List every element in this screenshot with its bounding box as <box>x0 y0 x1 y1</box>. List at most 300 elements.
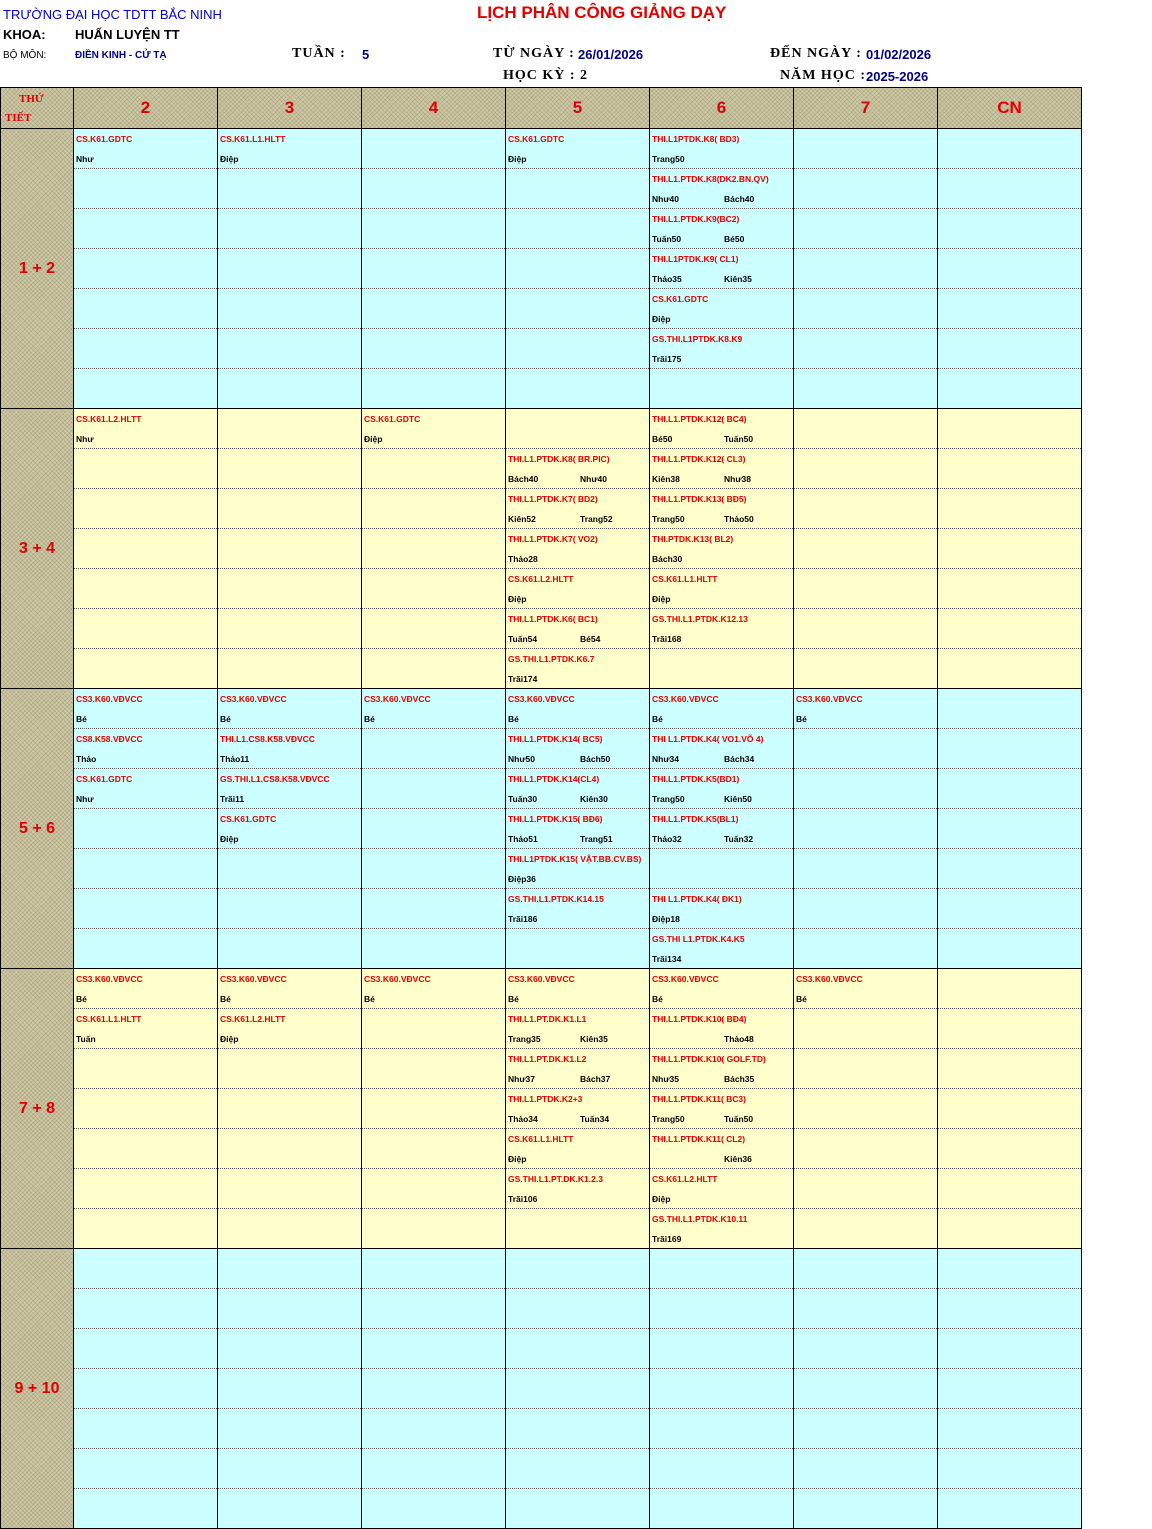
schedule-cell[interactable] <box>650 169 794 209</box>
schedule-cell[interactable] <box>74 729 218 769</box>
schedule-cell[interactable] <box>506 1049 650 1089</box>
schedule-cell[interactable] <box>650 569 794 609</box>
schedule-cell[interactable] <box>794 289 938 329</box>
schedule-cell[interactable] <box>794 1449 938 1489</box>
class-code: CS.K61.L2.HLTT <box>508 574 574 584</box>
schedule-cell[interactable] <box>506 289 650 329</box>
schedule-cell[interactable] <box>650 329 794 369</box>
schedule-cell[interactable] <box>794 609 938 649</box>
day-header-2: 2 <box>74 88 218 129</box>
schedule-cell[interactable] <box>794 489 938 529</box>
schedule-cell[interactable] <box>362 409 506 449</box>
schedule-cell[interactable] <box>362 1409 506 1449</box>
schedule-cell[interactable] <box>650 1089 794 1129</box>
schedule-cell[interactable] <box>506 329 650 369</box>
schedule-cell[interactable] <box>650 969 794 1009</box>
schedule-cell[interactable] <box>74 369 218 409</box>
schedule-cell[interactable] <box>938 1289 1082 1329</box>
schedule-cell[interactable] <box>794 529 938 569</box>
schedule-cell[interactable] <box>74 1289 218 1329</box>
schedule-cell[interactable] <box>938 969 1082 1009</box>
schedule-cell[interactable] <box>362 489 506 529</box>
schedule-cell[interactable] <box>650 1369 794 1409</box>
schedule-cell[interactable] <box>74 1049 218 1089</box>
schedule-cell[interactable] <box>938 289 1082 329</box>
schedule-cell[interactable] <box>362 729 506 769</box>
schedule-cell[interactable] <box>506 1009 650 1049</box>
schedule-cell[interactable] <box>650 769 794 809</box>
class-code: THI.L1.PTDK.K10( GOLF.TD) <box>652 1054 766 1064</box>
schedule-cell[interactable] <box>506 569 650 609</box>
schedule-cell[interactable] <box>218 1009 362 1049</box>
teacher-name: Thảo32 <box>652 834 682 844</box>
schedule-cell[interactable] <box>362 449 506 489</box>
teacher-name: Trang50 <box>652 154 685 164</box>
schedule-cell[interactable] <box>938 169 1082 209</box>
schedule-cell[interactable] <box>650 1289 794 1329</box>
schedule-cell[interactable] <box>74 449 218 489</box>
schedule-cell[interactable] <box>794 1289 938 1329</box>
schedule-cell[interactable] <box>74 249 218 289</box>
schedule-cell[interactable] <box>506 1449 650 1489</box>
schedule-cell[interactable] <box>938 1489 1082 1529</box>
semester-label: HỌC KỲ : <box>503 68 576 83</box>
schedule-cell[interactable] <box>74 409 218 449</box>
teacher-name: Thảo35 <box>652 274 682 284</box>
schedule-cell[interactable] <box>794 329 938 369</box>
teacher-name: Trãi186 <box>508 914 538 924</box>
schedule-cell[interactable] <box>218 1209 362 1249</box>
schedule-cell[interactable] <box>938 529 1082 569</box>
schedule-cell[interactable] <box>218 649 362 689</box>
schedule-cell[interactable] <box>650 249 794 289</box>
teacher-name: Như35 <box>652 1074 679 1084</box>
schedule-cell[interactable] <box>506 1169 650 1209</box>
schedule-cell[interactable] <box>74 689 218 729</box>
schedule-cell[interactable] <box>362 129 506 169</box>
schedule-cell[interactable] <box>794 1209 938 1249</box>
schedule-cell[interactable] <box>218 849 362 889</box>
teacher-name: Bé <box>508 714 519 724</box>
schedule-cell[interactable] <box>938 329 1082 369</box>
teacher-name: Như50 <box>508 754 535 764</box>
corner-header <box>1 88 74 129</box>
schedule-cell[interactable] <box>938 1049 1082 1089</box>
schedule-cell[interactable] <box>650 1329 794 1369</box>
dept-label: BỘ MÔN: <box>3 50 47 61</box>
schedule-cell[interactable] <box>650 809 794 849</box>
class-code: CS3.K60.VĐVCC <box>796 694 863 704</box>
schedule-cell[interactable] <box>362 569 506 609</box>
schedule-cell[interactable] <box>650 649 794 689</box>
schedule-cell[interactable] <box>74 1129 218 1169</box>
period-label: 1 + 2 <box>1 129 74 409</box>
schedule-cell[interactable] <box>74 289 218 329</box>
schedule-row <box>1 1169 1082 1209</box>
schedule-cell[interactable] <box>74 649 218 689</box>
schedule-cell[interactable] <box>218 289 362 329</box>
schedule-cell[interactable] <box>794 169 938 209</box>
schedule-cell[interactable] <box>794 409 938 449</box>
schedule-cell[interactable] <box>650 209 794 249</box>
schedule-cell[interactable] <box>650 1129 794 1169</box>
schedule-cell[interactable] <box>506 369 650 409</box>
schedule-cell[interactable] <box>506 649 650 689</box>
schedule-cell[interactable] <box>218 1249 362 1289</box>
schedule-cell[interactable] <box>218 689 362 729</box>
schedule-cell[interactable] <box>74 1369 218 1409</box>
schedule-cell[interactable] <box>938 649 1082 689</box>
schedule-cell[interactable] <box>362 329 506 369</box>
schedule-row <box>1 1449 1082 1489</box>
schedule-cell[interactable] <box>362 289 506 329</box>
schedule-cell[interactable] <box>506 169 650 209</box>
period-label: 5 + 6 <box>1 689 74 969</box>
schedule-cell[interactable] <box>938 249 1082 289</box>
schedule-cell[interactable] <box>938 209 1082 249</box>
schedule-cell[interactable] <box>506 129 650 169</box>
schedule-cell[interactable] <box>218 569 362 609</box>
schedule-cell[interactable] <box>218 929 362 969</box>
schedule-cell[interactable] <box>218 529 362 569</box>
schedule-cell[interactable] <box>794 929 938 969</box>
class-code: THI.L1PTDK.K9( CL1) <box>652 254 739 264</box>
schedule-cell[interactable] <box>650 129 794 169</box>
schedule-cell[interactable] <box>650 489 794 529</box>
schedule-cell[interactable] <box>506 769 650 809</box>
schedule-cell[interactable] <box>74 329 218 369</box>
schedule-cell[interactable] <box>218 1089 362 1129</box>
schedule-cell[interactable] <box>74 1209 218 1249</box>
schedule-cell[interactable] <box>938 769 1082 809</box>
schedule-cell[interactable] <box>794 889 938 929</box>
schedule-cell[interactable] <box>218 729 362 769</box>
class-code: GS.THI.L1.PTDK.K14.15 <box>508 894 604 904</box>
schedule-cell[interactable] <box>74 1329 218 1369</box>
schedule-cell[interactable] <box>218 249 362 289</box>
schedule-cell[interactable] <box>938 409 1082 449</box>
schedule-cell[interactable] <box>794 249 938 289</box>
schedule-cell[interactable] <box>506 489 650 529</box>
teacher-name: Điệp <box>508 1154 527 1164</box>
schedule-cell[interactable] <box>650 1449 794 1489</box>
schedule-cell[interactable] <box>362 849 506 889</box>
schedule-cell[interactable] <box>506 969 650 1009</box>
schedule-cell[interactable] <box>938 729 1082 769</box>
schedule-cell[interactable] <box>74 489 218 529</box>
schedule-cell[interactable] <box>650 1409 794 1449</box>
schedule-cell[interactable] <box>938 809 1082 849</box>
class-code: THI.L1.PTDK.K11( CL2) <box>652 1134 746 1144</box>
schedule-cell[interactable] <box>650 609 794 649</box>
schedule-cell[interactable] <box>938 929 1082 969</box>
teacher-name-secondary: Tuấn34 <box>580 1114 610 1124</box>
schedule-cell[interactable] <box>362 889 506 929</box>
schedule-cell[interactable] <box>218 409 362 449</box>
class-code: CS3.K60.VĐVCC <box>76 974 143 984</box>
schedule-cell[interactable] <box>218 1129 362 1169</box>
schedule-cell[interactable] <box>362 769 506 809</box>
schedule-cell[interactable] <box>650 1249 794 1289</box>
schedule-cell[interactable] <box>218 1049 362 1089</box>
schedule-cell[interactable] <box>362 649 506 689</box>
schedule-cell[interactable] <box>362 609 506 649</box>
schedule-cell[interactable] <box>938 369 1082 409</box>
year-label: NĂM HỌC : <box>780 68 866 83</box>
teacher-name: Bé <box>76 714 87 724</box>
schedule-cell[interactable] <box>506 449 650 489</box>
schedule-cell[interactable] <box>794 969 938 1009</box>
schedule-cell[interactable] <box>794 1249 938 1289</box>
schedule-cell[interactable] <box>506 209 650 249</box>
schedule-cell[interactable] <box>938 449 1082 489</box>
schedule-cell[interactable] <box>218 1369 362 1409</box>
schedule-cell[interactable] <box>506 809 650 849</box>
schedule-cell[interactable] <box>362 1329 506 1369</box>
schedule-cell[interactable] <box>218 1449 362 1489</box>
teacher-name: Tuấn50 <box>652 234 682 244</box>
schedule-cell[interactable] <box>938 1169 1082 1209</box>
schedule-cell[interactable] <box>362 929 506 969</box>
schedule-cell[interactable] <box>362 1489 506 1529</box>
schedule-cell[interactable] <box>938 1249 1082 1289</box>
to-date-value: 01/02/2026 <box>866 47 932 62</box>
teacher-name: Kiên52 <box>508 514 536 524</box>
schedule-cell[interactable] <box>794 809 938 849</box>
schedule-cell[interactable] <box>794 849 938 889</box>
schedule-cell[interactable] <box>74 569 218 609</box>
schedule-cell[interactable] <box>218 809 362 849</box>
schedule-cell[interactable] <box>650 929 794 969</box>
teacher-name: Điệp <box>364 434 383 444</box>
schedule-cell[interactable] <box>218 609 362 649</box>
schedule-cell[interactable] <box>506 249 650 289</box>
schedule-cell[interactable] <box>362 1449 506 1489</box>
schedule-cell[interactable] <box>362 169 506 209</box>
schedule-cell[interactable] <box>74 1449 218 1489</box>
teacher-name: Trãi168 <box>652 634 682 644</box>
schedule-cell[interactable] <box>794 1089 938 1129</box>
schedule-cell[interactable] <box>362 1369 506 1409</box>
schedule-cell[interactable] <box>362 209 506 249</box>
schedule-cell[interactable] <box>650 409 794 449</box>
schedule-cell[interactable] <box>650 1489 794 1529</box>
schedule-cell[interactable] <box>506 1329 650 1369</box>
teacher-name-secondary: Thảo50 <box>724 514 754 524</box>
schedule-cell[interactable] <box>794 1169 938 1209</box>
schedule-cell[interactable] <box>74 969 218 1009</box>
schedule-cell[interactable] <box>362 1009 506 1049</box>
schedule-cell[interactable] <box>506 1209 650 1249</box>
schedule-row <box>1 969 1082 1009</box>
class-code: CS3.K60.VĐVCC <box>220 974 287 984</box>
from-date-label: TỪ NGÀY : <box>493 46 575 61</box>
schedule-cell[interactable] <box>794 569 938 609</box>
schedule-cell[interactable] <box>794 1049 938 1089</box>
schedule-cell[interactable] <box>794 649 938 689</box>
schedule-cell[interactable] <box>794 1409 938 1449</box>
schedule-cell[interactable] <box>938 1009 1082 1049</box>
schedule-cell[interactable] <box>74 1169 218 1209</box>
schedule-cell[interactable] <box>362 1209 506 1249</box>
schedule-cell[interactable] <box>506 849 650 889</box>
class-code: CS3.K60.VĐVCC <box>508 694 575 704</box>
schedule-cell[interactable] <box>506 1369 650 1409</box>
schedule-cell[interactable] <box>938 129 1082 169</box>
class-code: THI.L1.PTDK.K9(BC2) <box>652 214 740 224</box>
schedule-cell[interactable] <box>218 1489 362 1529</box>
schedule-cell[interactable] <box>74 849 218 889</box>
schedule-cell[interactable] <box>506 889 650 929</box>
schedule-cell[interactable] <box>506 1129 650 1169</box>
teacher-name: Như34 <box>652 754 679 764</box>
schedule-cell[interactable] <box>650 729 794 769</box>
teacher-name-secondary: Kiên36 <box>724 1154 752 1164</box>
schedule-cell[interactable] <box>362 249 506 289</box>
schedule-cell[interactable] <box>74 209 218 249</box>
schedule-cell[interactable] <box>362 1049 506 1089</box>
schedule-row <box>1 529 1082 569</box>
schedule-cell[interactable] <box>218 129 362 169</box>
schedule-cell[interactable] <box>938 1129 1082 1169</box>
schedule-cell[interactable] <box>938 609 1082 649</box>
schedule-cell[interactable] <box>794 1009 938 1049</box>
schedule-cell[interactable] <box>362 689 506 729</box>
schedule-cell[interactable] <box>218 769 362 809</box>
schedule-cell[interactable] <box>794 369 938 409</box>
schedule-cell[interactable] <box>794 449 938 489</box>
teacher-name: Như <box>76 434 94 444</box>
schedule-cell[interactable] <box>938 1329 1082 1369</box>
schedule-cell[interactable] <box>506 529 650 569</box>
schedule-cell[interactable] <box>650 1049 794 1089</box>
schedule-row <box>1 689 1082 729</box>
schedule-cell[interactable] <box>650 689 794 729</box>
schedule-cell[interactable] <box>506 409 650 449</box>
schedule-cell[interactable] <box>74 929 218 969</box>
schedule-cell[interactable] <box>650 529 794 569</box>
schedule-cell[interactable] <box>362 969 506 1009</box>
schedule-cell[interactable] <box>362 529 506 569</box>
schedule-cell[interactable] <box>794 769 938 809</box>
schedule-cell[interactable] <box>218 489 362 529</box>
schedule-cell[interactable] <box>794 209 938 249</box>
schedule-cell[interactable] <box>218 1289 362 1329</box>
schedule-cell[interactable] <box>218 369 362 409</box>
class-code: GS.THI.L1PTDK.K8.K9 <box>652 334 743 344</box>
class-code: CS3.K60.VĐVCC <box>652 694 719 704</box>
schedule-cell[interactable] <box>938 849 1082 889</box>
schedule-cell[interactable] <box>794 729 938 769</box>
schedule-cell[interactable] <box>506 1249 650 1289</box>
schedule-cell[interactable] <box>650 449 794 489</box>
schedule-cell[interactable] <box>938 569 1082 609</box>
schedule-cell[interactable] <box>74 1489 218 1529</box>
schedule-cell[interactable] <box>74 1409 218 1449</box>
schedule-cell[interactable] <box>938 1369 1082 1409</box>
schedule-cell[interactable] <box>506 1289 650 1329</box>
schedule-cell[interactable] <box>938 889 1082 929</box>
schedule-cell[interactable] <box>362 1249 506 1289</box>
schedule-cell[interactable] <box>74 609 218 649</box>
schedule-cell[interactable] <box>74 129 218 169</box>
schedule-cell[interactable] <box>362 1089 506 1129</box>
teacher-name-secondary: Thảo48 <box>724 1034 754 1044</box>
teacher-name-secondary: Tuấn32 <box>724 834 754 844</box>
schedule-cell[interactable] <box>794 129 938 169</box>
schedule-cell[interactable] <box>362 369 506 409</box>
schedule-cell[interactable] <box>74 1249 218 1289</box>
schedule-cell[interactable] <box>362 809 506 849</box>
teacher-name: Trãi169 <box>652 1234 682 1244</box>
teacher-name: Trang35 <box>508 1034 541 1044</box>
schedule-cell[interactable] <box>938 689 1082 729</box>
schedule-cell[interactable] <box>506 1489 650 1529</box>
schedule-cell[interactable] <box>650 369 794 409</box>
schedule-cell[interactable] <box>362 1129 506 1169</box>
teacher-name: Bé <box>796 994 807 1004</box>
schedule-row <box>1 849 1082 889</box>
schedule-cell[interactable] <box>938 1409 1082 1449</box>
teacher-name: Trang50 <box>652 514 685 524</box>
schedule-cell[interactable] <box>218 1329 362 1369</box>
teacher-name: Điệp <box>508 154 527 164</box>
schedule-cell[interactable] <box>218 449 362 489</box>
schedule-cell[interactable] <box>506 1089 650 1129</box>
schedule-cell[interactable] <box>650 849 794 889</box>
schedule-cell[interactable] <box>794 689 938 729</box>
schedule-cell[interactable] <box>218 1169 362 1209</box>
schedule-cell[interactable] <box>650 889 794 929</box>
schedule-cell[interactable] <box>362 1169 506 1209</box>
schedule-cell[interactable] <box>938 489 1082 529</box>
schedule-cell[interactable] <box>794 1369 938 1409</box>
schedule-cell[interactable] <box>218 1409 362 1449</box>
schedule-cell[interactable] <box>74 769 218 809</box>
schedule-cell[interactable] <box>218 889 362 929</box>
schedule-cell[interactable] <box>938 1449 1082 1489</box>
schedule-cell[interactable] <box>794 1489 938 1529</box>
schedule-cell[interactable] <box>74 169 218 209</box>
class-code: THI.L1.PTDK.K10( BĐ4) <box>652 1014 747 1024</box>
schedule-cell[interactable] <box>650 1209 794 1249</box>
schedule-cell[interactable] <box>74 809 218 849</box>
schedule-cell[interactable] <box>794 1129 938 1169</box>
schedule-cell[interactable] <box>650 289 794 329</box>
schedule-cell[interactable] <box>506 729 650 769</box>
schedule-cell[interactable] <box>218 969 362 1009</box>
schedule-cell[interactable] <box>218 209 362 249</box>
schedule-cell[interactable] <box>938 1089 1082 1129</box>
schedule-cell[interactable] <box>74 1089 218 1129</box>
schedule-cell[interactable] <box>938 1209 1082 1249</box>
schedule-cell[interactable] <box>506 689 650 729</box>
schedule-cell[interactable] <box>74 889 218 929</box>
schedule-cell[interactable] <box>506 609 650 649</box>
schedule-cell[interactable] <box>650 1169 794 1209</box>
schedule-cell[interactable] <box>506 929 650 969</box>
schedule-cell[interactable] <box>794 1329 938 1369</box>
schedule-cell[interactable] <box>506 1409 650 1449</box>
schedule-cell[interactable] <box>218 329 362 369</box>
schedule-cell[interactable] <box>74 1009 218 1049</box>
teacher-name-secondary: Bé50 <box>724 234 745 244</box>
teacher-name: Điệp <box>652 594 671 604</box>
schedule-cell[interactable] <box>362 1289 506 1329</box>
schedule-cell[interactable] <box>74 529 218 569</box>
schedule-cell[interactable] <box>218 169 362 209</box>
schedule-cell[interactable] <box>650 1009 794 1049</box>
